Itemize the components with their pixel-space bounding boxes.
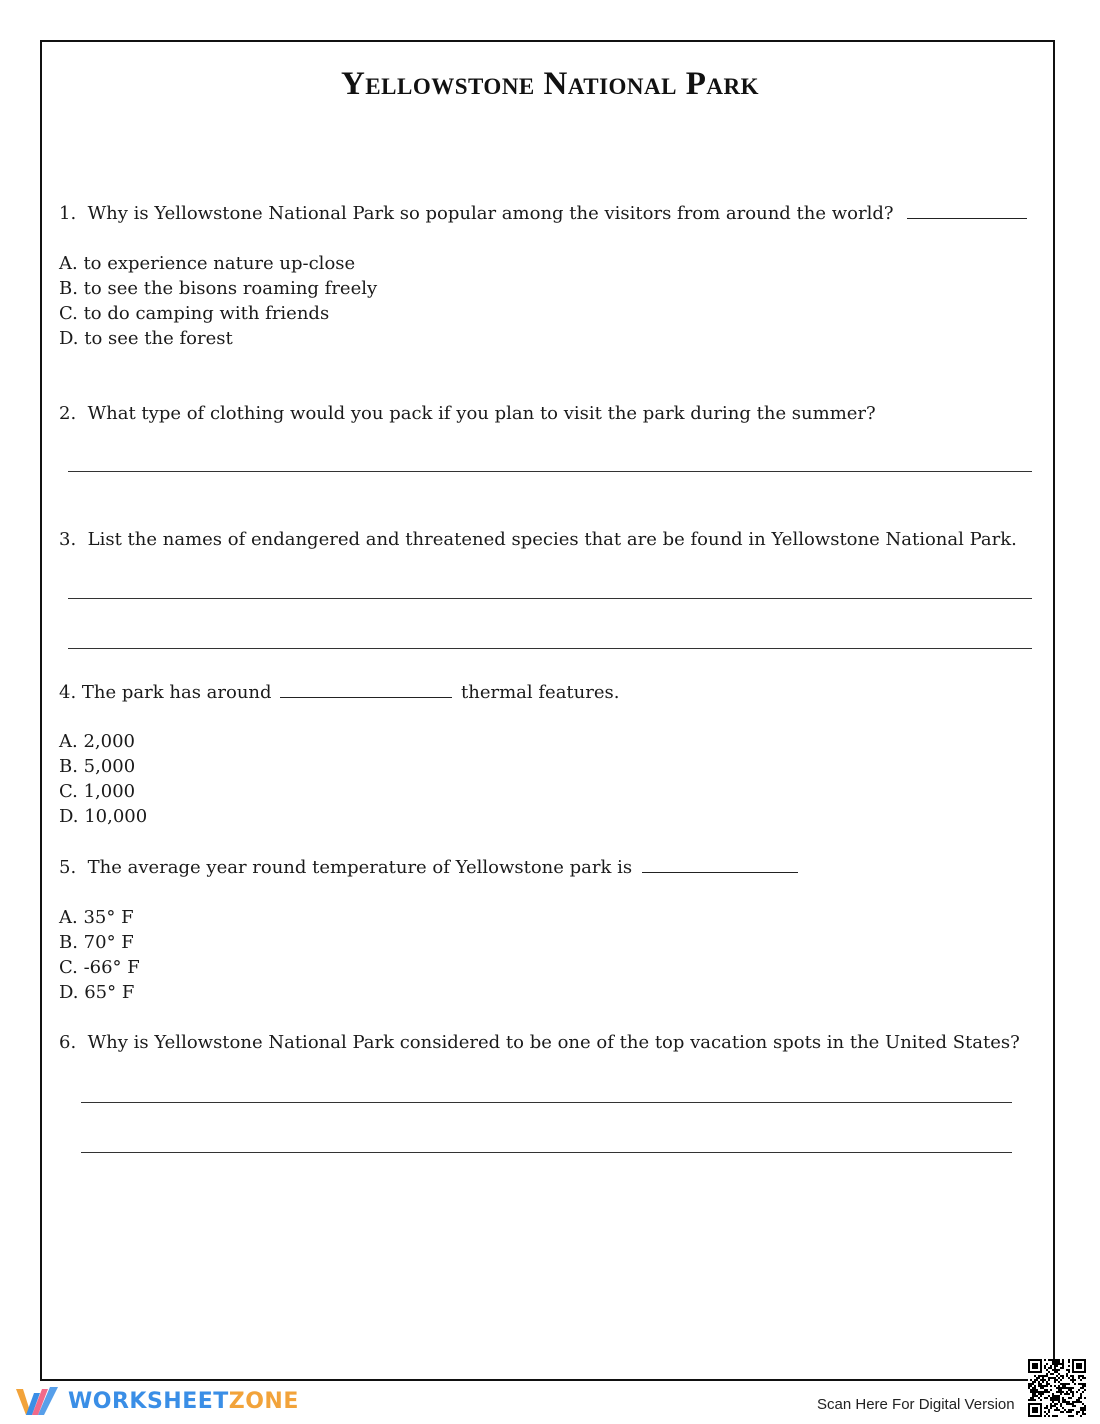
question-number: 6. [59,1032,77,1053]
question-5 [59,854,798,880]
option-4c[interactable]: C. 1,000 [59,781,136,802]
option-5d[interactable]: D. 65° F [59,982,135,1003]
brand-name-part2: ZONE [228,1388,299,1414]
question-3 [59,527,1017,552]
question-4 [59,679,619,705]
answer-line[interactable] [68,648,1032,649]
brand-name-part1: WORKSHEET [68,1388,229,1414]
scan-label: Scan Here For Digital Version [817,1396,1015,1413]
option-4d[interactable]: D. 10,000 [59,806,148,827]
question-number: 5. [59,857,77,878]
question-text: List the names of endangered and threatened species that are be found in Yellowstone National Park. [87,529,1017,550]
question-1 [59,200,1027,226]
option-1c[interactable]: C. to do camping with friends [59,303,330,324]
question-number: 2. [59,403,77,424]
answer-blank[interactable] [642,854,798,873]
answer-line[interactable] [68,471,1032,472]
question-number: 3. [59,529,77,550]
question-text: Why is Yellowstone National Park so popular among the visitors from around the world? [87,203,894,224]
option-4b[interactable]: B. 5,000 [59,756,136,777]
worksheetzone-logo-icon [14,1385,60,1417]
question-text: What type of clothing would you pack if you plan to visit the park during the summer? [87,403,876,424]
option-5b[interactable]: B. 70° F [59,932,134,953]
answer-blank[interactable] [907,200,1027,219]
question-number: 1. [59,203,77,224]
question-text-after: thermal features. [461,682,620,703]
answer-line[interactable] [81,1102,1012,1103]
worksheetzone-logo[interactable] [14,1384,299,1418]
answer-line[interactable] [81,1152,1012,1153]
question-text: The average year round temperature of Yellowstone park is [87,857,633,878]
option-1b[interactable]: B. to see the bisons roaming freely [59,278,378,299]
option-5a[interactable]: A. 35° F [59,907,134,928]
worksheet-frame [40,40,1055,1381]
answer-blank[interactable] [280,679,452,698]
question-2 [59,401,876,426]
question-number: 4. [59,682,77,703]
qr-code-icon[interactable] [1028,1359,1086,1417]
question-6 [59,1030,1020,1055]
question-text-before: The park has around [81,682,272,703]
option-4a[interactable]: A. 2,000 [59,731,135,752]
option-1a[interactable]: A. to experience nature up-close [59,253,356,274]
page-title: Yellowstone National Park [340,66,760,102]
brand-name [68,1389,299,1414]
question-text: Why is Yellowstone National Park considered to be one of the top vacation spots in the United States? [87,1032,1020,1053]
option-5c[interactable]: C. -66° F [59,957,140,978]
option-1d[interactable]: D. to see the forest [59,328,233,349]
answer-line[interactable] [68,598,1032,599]
